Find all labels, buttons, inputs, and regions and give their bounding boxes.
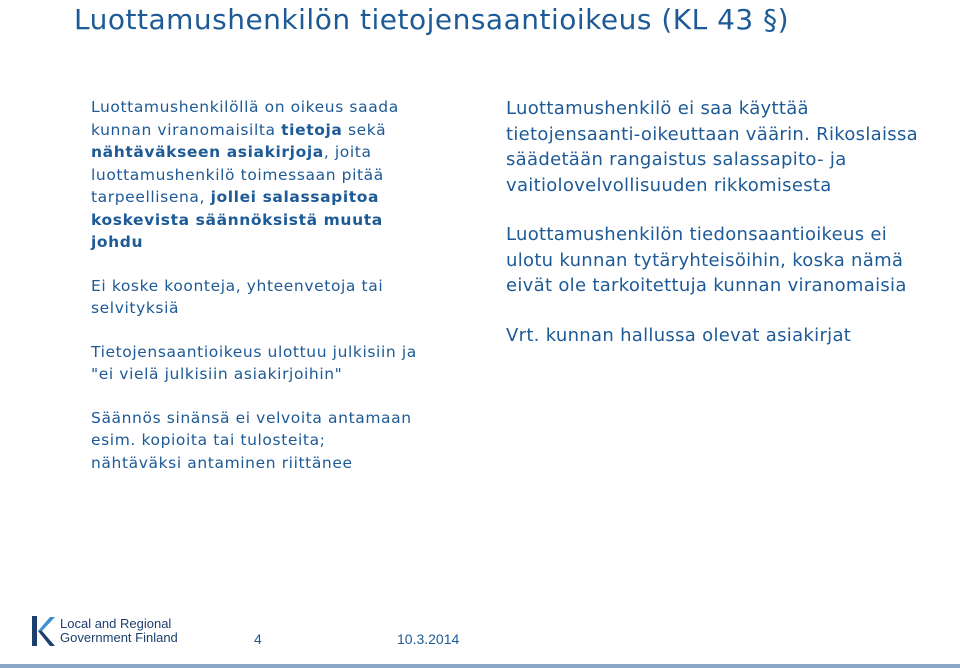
highlight-nahtavaksi: nähtäväkseen asiakirjoja [91, 143, 324, 161]
logo-k-icon [30, 614, 56, 648]
highlight-salassapito: jollei salassapitoa koskevista säännöksistä muuta johdu [91, 188, 383, 251]
right-paragraph-misuse: Luottamushenkilö ei saa käyttää tietojensaanti-oikeuttaan väärin. Rikoslaissa säädetään rangaistus salassapito- ja vaitiolovelvollisuuden rikkomisesta [506, 98, 918, 196]
slide-date: 10.3.2014 [397, 631, 460, 647]
slide-title: Luottamushenkilön tietojensaantioikeus (KL 43 §) [74, 3, 790, 36]
right-column [506, 96, 926, 372]
logo-line-1: Local and Regional [60, 616, 172, 631]
left-column [91, 96, 421, 495]
logo-line-2: Government Finland [60, 630, 178, 645]
left-paragraph-scope: Tietojensaantioikeus ulottuu julkisiin ja "ei vielä julkisiin asiakirjoihin" [91, 342, 417, 383]
kuntaliitto-logo [30, 614, 180, 650]
text-segment: Luottamushenkilöllä on oikeus saada kunnan viranomaisilta [91, 98, 399, 139]
logo-text [60, 617, 178, 645]
page-number: 4 [254, 631, 262, 647]
highlight-tietoja: tietoja [281, 120, 343, 139]
left-paragraph-rights [91, 96, 421, 254]
right-paragraph-compare: Vrt. kunnan hallussa olevat asiakirjat [506, 324, 852, 346]
footer-divider [0, 664, 960, 668]
right-paragraph-subsidiaries: Luottamushenkilön tiedonsaantioikeus ei ulotu kunnan tytäryhteisöihin, koska nämä eivät ole tarkoitettuja kunnan viranomaisia [506, 224, 907, 296]
text-segment: , joita luottamushenkilö toimessaan pitää tarpeellisena, [91, 143, 384, 206]
left-paragraph-copies: Säännös sinänsä ei velvoita antamaan esim. kopioita tai tulosteita; nähtäväksi antaminen riittänee [91, 408, 412, 472]
text-segment: sekä [342, 120, 387, 139]
left-paragraph-exclusions: Ei koske koonteja, yhteenvetoja tai selvityksiä [91, 276, 384, 317]
